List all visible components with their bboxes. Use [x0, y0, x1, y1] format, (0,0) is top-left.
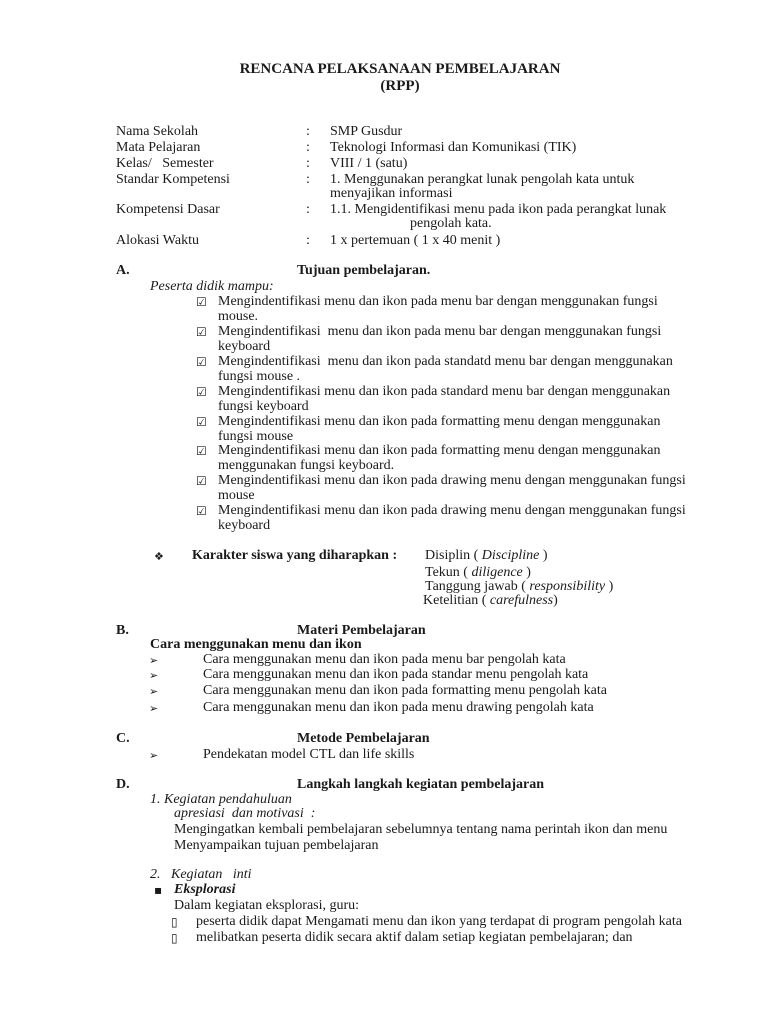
arrowhead-bullet-icon: [149, 683, 158, 699]
trait-prefix: Disiplin (: [425, 548, 482, 563]
identity-value-continuation: pengolah kata.: [410, 216, 492, 231]
objective-line: keyboard: [218, 339, 271, 354]
checkbox-checked-icon: [196, 414, 207, 430]
objectives-intro: Peserta didik mampu:: [150, 279, 274, 294]
objective-line: fungsi keyboard: [218, 399, 309, 414]
objective-line: fungsi mouse: [218, 429, 294, 444]
trait-prefix: Ketelitian (: [423, 593, 490, 608]
identity-label: Standar Kompetensi: [116, 172, 230, 187]
trait-suffix: ): [605, 579, 614, 594]
list-item: Cara menggunakan menu dan ikon pada formatting menu pengolah kata: [203, 683, 607, 698]
objective-line: mouse.: [218, 309, 259, 324]
objective-line: Mengindentifikasi menu dan ikon pada standard menu bar dengan menggunakan: [218, 384, 671, 399]
section-letter: B.: [116, 623, 129, 638]
checkbox-checked-icon: [196, 384, 207, 400]
identity-value: 1 x pertemuan ( 1 x 40 menit ): [330, 233, 501, 248]
character-trait: [425, 548, 548, 564]
identity-label: Alokasi Waktu: [116, 233, 199, 248]
section-subheading: Cara menggunakan menu dan ikon: [150, 637, 362, 652]
section-letter: A.: [116, 263, 130, 278]
objective-line: fungsi mouse .: [218, 369, 301, 384]
document-subtitle: (RPP): [380, 78, 420, 94]
objective-line: Mengindentifikasi menu dan ikon pada drawing menu dengan menggunakan fungsi: [218, 473, 686, 488]
identity-separator: :: [306, 156, 310, 171]
empty-box-bullet-icon: [171, 914, 178, 930]
trait-term: carefulness: [489, 593, 554, 608]
objective-line: Mengindentifikasi menu dan ikon pada menu bar dengan menggunakan fungsi: [218, 294, 658, 309]
list-item: Pendekatan model CTL dan life skills: [203, 747, 415, 762]
identity-separator: :: [306, 202, 310, 217]
identity-separator: :: [306, 172, 310, 187]
checkbox-checked-icon: [196, 473, 207, 489]
arrowhead-bullet-icon: [149, 667, 158, 683]
section-heading: Langkah langkah kegiatan pembelajaran: [297, 777, 544, 792]
trait-term: Discipline: [481, 548, 540, 563]
step-title: 1. Kegiatan pendahuluan: [150, 792, 292, 807]
step-line: Mengingatkan kembali pembelajaran sebelumnya tentang nama perintah ikon dan menu: [174, 822, 668, 837]
list-item: Cara menggunakan menu dan ikon pada standar menu pengolah kata: [203, 667, 589, 682]
checkbox-checked-icon: [196, 324, 207, 340]
objective-item: [0, 354, 768, 385]
trait-suffix: ): [553, 593, 558, 608]
identity-value: Teknologi Informasi dan Komunikasi (TIK): [330, 140, 577, 155]
diamond-bullet-icon: [154, 548, 164, 564]
trait-prefix: Tekun (: [425, 565, 472, 580]
identity-label: Mata Pelajaran: [116, 140, 201, 155]
identity-label: Kelas/ Semester: [116, 156, 214, 171]
objective-line: Mengindentifikasi menu dan ikon pada formatting menu dengan menggunakan: [218, 443, 661, 458]
phase-title: Eksplorasi: [174, 882, 236, 897]
arrowhead-bullet-icon: [149, 747, 158, 763]
objective-item: [0, 324, 768, 355]
identity-value: VIII / 1 (satu): [330, 156, 408, 171]
list-item: Cara menggunakan menu dan ikon pada menu bar pengolah kata: [203, 652, 566, 667]
step-title: 2. Kegiatan inti: [150, 867, 252, 882]
section-heading: Tujuan pembelajaran.: [297, 263, 431, 278]
identity-separator: :: [306, 140, 310, 155]
identity-value: 1. Menggunakan perangkat lunak pengolah kata untuk: [330, 172, 635, 187]
step-line: Menyampaikan tujuan pembelajaran: [174, 838, 379, 853]
list-item: melibatkan peserta didik secara aktif dalam setiap kegiatan pembelajaran; dan: [196, 930, 633, 945]
section-heading: Materi Pembelajaran: [297, 623, 426, 638]
arrowhead-bullet-icon: [149, 700, 158, 716]
identity-value-continuation: menyajikan informasi: [330, 186, 453, 201]
trait-term: diligence: [471, 565, 523, 580]
identity-label: Kompetensi Dasar: [116, 202, 220, 217]
list-item: Cara menggunakan menu dan ikon pada menu drawing pengolah kata: [203, 700, 594, 715]
checkbox-checked-icon: [196, 294, 207, 310]
trait-suffix: ): [539, 548, 548, 563]
objective-item: [0, 443, 768, 474]
objective-line: mouse: [218, 488, 255, 503]
identity-value: 1.1. Mengidentifikasi menu pada ikon pada perangkat lunak: [330, 202, 667, 217]
arrowhead-bullet-icon: [149, 652, 158, 668]
objective-line: Mengindentifikasi menu dan ikon pada drawing menu dengan menggunakan fungsi: [218, 503, 686, 518]
identity-separator: :: [306, 124, 310, 139]
objective-line: keyboard: [218, 518, 271, 533]
objective-item: [0, 294, 768, 325]
objective-line: Mengindentifikasi menu dan ikon pada menu bar dengan menggunakan fungsi: [218, 324, 662, 339]
character-trait: [423, 593, 558, 609]
section-letter: C.: [116, 731, 130, 746]
objective-line: Mengindentifikasi menu dan ikon pada standatd menu bar dengan menggunakan: [218, 354, 673, 369]
identity-separator: :: [306, 233, 310, 248]
objective-line: Mengindentifikasi menu dan ikon pada formatting menu dengan menggunakan: [218, 414, 661, 429]
section-heading: Metode Pembelajaran: [297, 731, 430, 746]
document-title: RENCANA PELAKSANAAN PEMBELAJARAN: [239, 61, 561, 77]
objective-item: [0, 473, 768, 504]
identity-label: Nama Sekolah: [116, 124, 199, 139]
list-item: peserta didik dapat Mengamati menu dan ikon yang terdapat di program pengolah kata: [196, 914, 682, 929]
checkbox-checked-icon: [196, 443, 207, 459]
square-bullet-icon: [154, 882, 162, 898]
character-label: Karakter siswa yang diharapkan :: [192, 548, 398, 563]
step-subtitle: apresiasi dan motivasi :: [174, 806, 316, 821]
checkbox-checked-icon: [196, 503, 207, 519]
objective-line: menggunakan fungsi keyboard.: [218, 458, 395, 473]
checkbox-checked-icon: [196, 354, 207, 370]
section-letter: D.: [116, 777, 130, 792]
objective-item: [0, 414, 768, 445]
trait-prefix: Tanggung jawab (: [425, 579, 530, 594]
identity-value: SMP Gusdur: [330, 124, 403, 139]
empty-box-bullet-icon: [171, 930, 178, 946]
trait-suffix: ): [522, 565, 531, 580]
phase-intro: Dalam kegiatan eksplorasi, guru:: [174, 898, 360, 913]
objective-item: [0, 384, 768, 415]
trait-term: responsibility: [529, 579, 606, 594]
objective-item: [0, 503, 768, 534]
